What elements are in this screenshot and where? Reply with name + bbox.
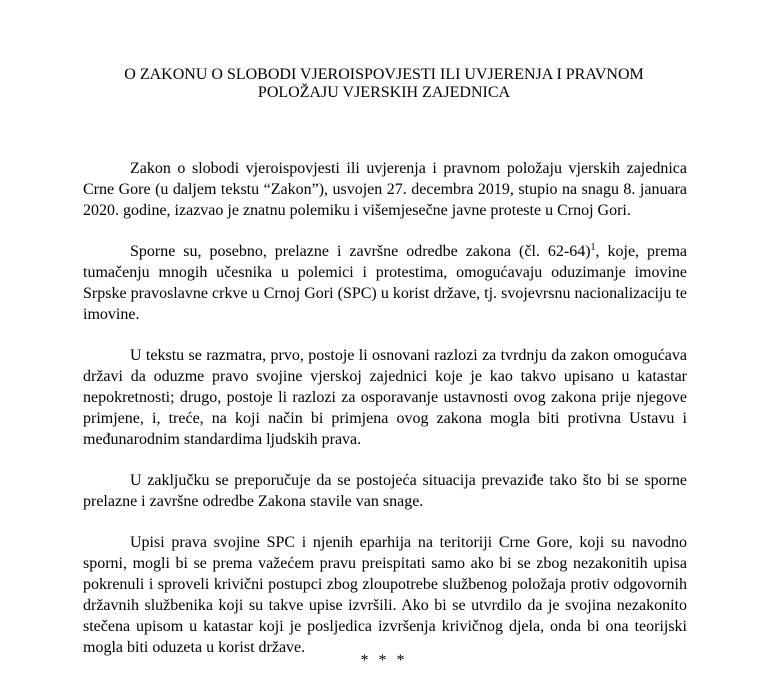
title-line-2: POLOŽAJU VJERSKIH ZAJEDNICA — [257, 84, 511, 101]
footnote-marker[interactable]: 1 — [590, 242, 596, 253]
paragraph-disputed-provisions-text-start: Sporne su, posebno, prelazne i završne odredbe zakona (čl. 62-64) — [130, 243, 591, 260]
paragraph-disputed-provisions-text-end: , koje, prema tumačenju mnogih učesnika u polemici i protestima, omogućavaju oduzimanje imovine Srpske pravoslavne crkve u Crnoj Gori (SPC) u korist države, tj. svojevrsnu nacionalizaciju te imovine. — [83, 243, 688, 323]
title-line-1: O ZAKONU O SLOBODI VJEROISPOVJESTI ILI UVJERENJA I PRAVNOM — [124, 66, 644, 83]
paragraph-intro: Zakon o slobodi vjeroispovjesti ili uvjerenja i pravnom položaju vjerskih zajednica Crne Gore (u daljem tekstu “Zakon”), usvojen 27. decembra 2019, stupio na snagu 8. januara 2020. godine, izazvao je znatnu polemiku i višemjesečne javne proteste u Crnoj Gori. — [83, 160, 687, 219]
section-separator: * * * — [360, 652, 408, 669]
paragraph-scope: U tekstu se razmatra, prvo, postoje li osnovani razlozi za tvrdnju da zakon omogućava državi da oduzme pravo svojine vjerskoj zajednici koje je kao takvo upisano u katastar nepokretnosti; drugo, postoje li razlozi za osporavanje ustavnosti ovog zakona prije njegove primjene, i, treće, na koji način bi primjena ovog zakona mogla biti protivna Ustavu i međunarodnim standardima ljudskih prava. — [83, 347, 687, 448]
paragraph-property-records: Upisi prava svojine SPC i njenih eparhija na teritoriji Crne Gore, koji su navodno sporni, mogli bi se prema važećem pravu preispitati samo ako bi se zbog nezakonitih upisa pokrenuli i sproveli krivični postupci zbog zloupotrebe službenog položaja protiv odgovornih državnih službenika koji su takve upise izvršili. Ako bi se utvrdilo da je svojina nezakonito stečena upisom u katastar koji je posljedica izvršenja krivičnog djela, onda bi ona teorijski mogla biti oduzeta u korist države. — [83, 534, 687, 656]
paragraph-conclusion: U zaključku se preporučuje da se postojeća situacija prevaziđe tako što bi se sporne prelazne i završne odredbe Zakona stavile van snage. — [83, 472, 687, 510]
document-title — [0, 66, 768, 102]
document-body — [83, 158, 687, 678]
paragraph-disputed-provisions — [83, 241, 687, 325]
